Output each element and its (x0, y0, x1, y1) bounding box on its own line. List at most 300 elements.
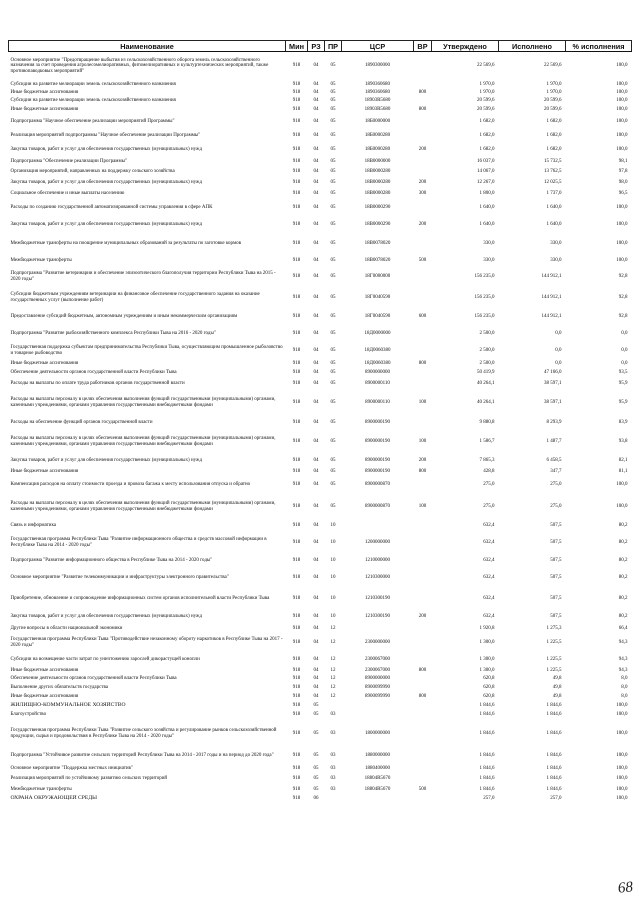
row-csr (342, 795, 414, 803)
row-min: 918 (292, 766, 301, 772)
row-pr: 03 (330, 766, 336, 772)
row-vr: 100 (418, 439, 427, 445)
row-executed: 275,0 (550, 504, 562, 510)
row-executed: 257,0 (550, 795, 562, 801)
row-vr: 800 (418, 106, 427, 112)
row-percent: 100,0 (616, 205, 628, 211)
row-pr: 05 (330, 419, 336, 425)
row-pr: 05 (330, 191, 336, 197)
table-row (9, 494, 632, 521)
row-rz: 04 (313, 257, 319, 263)
row-pr: 12 (330, 640, 336, 646)
row-approved: 275,0 (483, 482, 495, 488)
table-row (9, 255, 632, 267)
row-percent: 98,1 (618, 158, 628, 164)
row-executed: 1 844,6 (546, 712, 562, 718)
row-min: 918 (292, 419, 301, 425)
row-approved: 1 640,0 (479, 205, 495, 211)
row-vr (414, 589, 432, 610)
row-executed: 507,5 (550, 539, 562, 545)
row-min: 918 (292, 776, 301, 782)
table-row (9, 568, 632, 589)
table-row (9, 554, 632, 568)
row-rz: 05 (313, 766, 319, 772)
row-csr: 8900000000 (365, 676, 390, 682)
row-approved: 275,0 (483, 504, 495, 510)
row-executed: 507,5 (550, 613, 562, 619)
row-pr: 05 (330, 361, 336, 367)
row-min: 918 (292, 702, 301, 708)
row-csr: 2300067000 (365, 667, 390, 673)
row-rz: 05 (313, 712, 319, 718)
row-name: Организация мероприятий, направленных на поддержку сельского хозяйства (10, 169, 175, 175)
row-rz: 04 (313, 523, 319, 529)
row-csr: 18В0000280 (364, 180, 391, 186)
row-pr: 10 (330, 596, 336, 602)
row-executed: 1 844,6 (546, 731, 562, 737)
row-vr: 800 (418, 667, 427, 673)
row-min: 918 (292, 685, 301, 691)
row-pr: 05 (330, 106, 336, 112)
row-name: Иные бюджетные ассигнования (10, 667, 79, 673)
row-rz: 04 (313, 504, 319, 510)
row-rz: 04 (313, 314, 319, 320)
table-row (9, 467, 632, 477)
row-name: Подпрограмма "Обеспечение реализации Программы" (10, 158, 128, 164)
col-header-vr: ВР (414, 41, 432, 52)
row-name: Приобретение, обновление и сопровождение информационных систем органов исполнительной власти Республики Тыва (10, 596, 270, 602)
row-vr (414, 521, 432, 532)
row-min: 918 (292, 676, 301, 682)
table-row (9, 267, 632, 288)
row-min: 918 (292, 557, 301, 563)
row-rz: 04 (313, 81, 319, 87)
row-name: Подпрограмма "Развитие ветеринарии и обеспечение эпизоотического благополучия территории Республики Тыва на 2015 - 2020 годы" (10, 271, 276, 282)
table-row (9, 477, 632, 494)
row-vr: 200 (418, 222, 427, 228)
row-csr (342, 624, 414, 634)
col-header-percent: % исполнения (566, 41, 632, 52)
row-csr: 8900000870 (365, 482, 390, 488)
row-min: 918 (292, 370, 301, 376)
row-pr: 05 (330, 370, 336, 376)
row-vr (414, 129, 432, 143)
row-csr: 18Д0000000 (364, 331, 391, 337)
row-csr: 18804R5670 (364, 786, 391, 792)
row-approved: 1 920,8 (479, 625, 495, 631)
row-vr (414, 52, 432, 81)
row-percent: 92,8 (618, 274, 628, 280)
row-rz: 04 (313, 419, 319, 425)
row-vr: 500 (418, 786, 427, 792)
row-rz: 04 (313, 596, 319, 602)
row-percent: 100,0 (616, 731, 628, 737)
row-rz: 04 (313, 557, 319, 563)
row-approved: 330,0 (483, 241, 495, 247)
row-percent: 100,0 (616, 776, 628, 782)
row-executed: 1 225,5 (546, 667, 562, 673)
row-executed: 1 225,5 (546, 656, 562, 662)
row-rz: 04 (313, 539, 319, 545)
row-csr: 1210000000 (365, 557, 390, 563)
row-executed: 0,0 (555, 361, 562, 367)
table-row (9, 234, 632, 255)
row-name: Подпрограмма "Устойчивое развитие сельских территорий Республики Тыва на 2014 - 2017 годы и на период до 2020 года" (10, 753, 274, 759)
row-min: 918 (292, 241, 301, 247)
row-approved: 632,4 (483, 557, 495, 563)
row-pr: 12 (330, 685, 336, 691)
row-percent: 97,8 (618, 169, 628, 175)
row-vr (414, 675, 432, 684)
row-vr: 100 (418, 400, 427, 406)
row-rz: 04 (313, 694, 319, 700)
row-executed: 13 762,5 (544, 169, 562, 175)
table-row (9, 178, 632, 189)
row-percent: 100,0 (616, 241, 628, 247)
table-row (9, 774, 632, 785)
table-row (9, 748, 632, 765)
row-min: 918 (292, 523, 301, 529)
row-executed: 15 732,5 (544, 158, 562, 164)
row-rz: 04 (313, 380, 319, 386)
row-percent: 100,0 (616, 702, 628, 708)
row-executed: 20 599,6 (544, 97, 562, 103)
row-approved: 632,4 (483, 613, 495, 619)
row-percent: 93,8 (618, 439, 628, 445)
row-percent: 100,0 (616, 222, 628, 228)
row-executed: 1 844,6 (546, 786, 562, 792)
row-name: Другие вопросы в области национальной экономики (10, 625, 123, 631)
row-min: 918 (292, 712, 301, 718)
row-name: Компенсация расходов на оплату стоимости проезда и провоза багажа к месту использования отпуска и обратно (10, 482, 251, 488)
table-row (9, 684, 632, 693)
table-row (9, 143, 632, 157)
row-approved: 632,4 (483, 523, 495, 529)
row-rz: 06 (313, 795, 319, 801)
row-vr (414, 167, 432, 178)
row-csr: 18Б0000280 (364, 146, 391, 152)
row-approved: 620,8 (483, 676, 495, 682)
row-csr: 18Б0000280 (364, 132, 391, 138)
row-pr: 05 (330, 400, 336, 406)
row-pr: 05 (330, 482, 336, 488)
row-rz: 04 (313, 331, 319, 337)
row-executed: 1 970,0 (546, 81, 562, 87)
row-rz: 04 (313, 468, 319, 474)
table-row (9, 288, 632, 309)
row-pr: 12 (330, 694, 336, 700)
row-pr: 05 (330, 331, 336, 337)
table-row (9, 200, 632, 217)
row-name: Основное мероприятие "Развитие телекоммуникации и инфраструктуры электронного правительства" (10, 575, 229, 581)
row-min: 918 (292, 191, 301, 197)
row-name: Закупка товаров, работ и услуг для обеспечения государственных (муниципальных) нужд (10, 613, 203, 619)
row-csr: 18В0000000 (364, 158, 391, 164)
row-pr: 03 (330, 731, 336, 737)
row-percent: 100,0 (616, 795, 628, 801)
row-approved: 156 235,0 (474, 314, 495, 320)
row-percent: 100,0 (616, 97, 628, 103)
table-row (9, 675, 632, 684)
row-percent: 8,0 (621, 694, 628, 700)
row-name: Связь и информатика (10, 523, 57, 529)
row-csr: 18В0000290 (364, 205, 391, 211)
row-rz: 04 (313, 241, 319, 247)
row-executed: 12 025,5 (544, 180, 562, 186)
table-row (9, 390, 632, 417)
row-approved: 428,8 (483, 468, 495, 474)
row-percent: 100,0 (616, 89, 628, 95)
row-vr (414, 234, 432, 255)
row-executed: 0,0 (555, 348, 562, 354)
row-percent: 100,0 (616, 786, 628, 792)
row-name: Расходы на выплаты персоналу в целях обеспечения выполнения функций государственными (муниципальными) органами, казенными учреждениями, органами управления государственными внебюджетными фондами (10, 436, 276, 447)
table-row (9, 157, 632, 167)
row-pr: 12 (330, 625, 336, 631)
row-vr (414, 634, 432, 653)
row-pr: 12 (330, 676, 336, 682)
row-name: Субсидии на развитие мелиорации земель сельскохозяйственного назначения (10, 81, 176, 87)
row-csr: 18903R5680 (364, 97, 391, 103)
table-row (9, 167, 632, 178)
row-min: 918 (292, 81, 301, 87)
row-vr: 100 (418, 504, 427, 510)
row-approved: 2 500,0 (479, 361, 495, 367)
row-rz: 04 (313, 106, 319, 112)
row-csr: 8900000190 (365, 458, 390, 464)
row-approved: 16 037,0 (477, 158, 495, 164)
row-min: 918 (292, 482, 301, 488)
row-min: 918 (292, 180, 301, 186)
row-percent: 93,5 (618, 370, 628, 376)
table-row (9, 624, 632, 634)
row-name: Государственная программа Республики Тыва "Развитие сельского хозяйства и регулирование рынков сельскохозяйственной продукции, сырья и продовольствия в Республике Тыва на 2014 - 2020 годы" (10, 728, 277, 739)
row-csr: 8900000110 (365, 400, 390, 406)
row-rz: 04 (313, 400, 319, 406)
row-name: Государственная программа Республики Тыва "Развитие информационного общества и средств массовой информации в Республике Тыва на 2014 - 2020 годы" (10, 536, 267, 548)
row-name: Расходы на выплаты персоналу в целях обеспечения выполнения функций государственными (муниципальными) органами, казенными учреждениями, органами управления государственными внебюджетными фондами (10, 501, 276, 512)
row-pr: 05 (330, 118, 336, 124)
row-name: Закупка товаров, работ и услуг для обеспечения государственных (муниципальных) нужд (10, 222, 203, 228)
row-vr: 800 (418, 694, 427, 700)
row-approved: 1 844,6 (479, 702, 495, 708)
row-min: 918 (292, 361, 301, 367)
row-csr: 1890360680 (365, 89, 390, 95)
row-vr: 800 (418, 361, 427, 367)
row-name: Благоустройство (10, 712, 47, 718)
table-row (9, 634, 632, 653)
row-percent: 80,2 (618, 523, 628, 529)
row-name: Иные бюджетные ассигнования (10, 468, 79, 474)
row-vr (414, 765, 432, 774)
table-row (9, 532, 632, 554)
row-csr: 1200000000 (365, 539, 390, 545)
row-approved: 12 267,0 (477, 180, 495, 186)
row-executed: 49,8 (552, 676, 562, 682)
row-vr (414, 721, 432, 748)
table-row (9, 369, 632, 378)
table-row (9, 721, 632, 748)
row-name: Подпрограмма "Научное обеспечение реализации мероприятий Программы" (10, 118, 175, 124)
row-executed: 6 458,5 (546, 458, 562, 464)
row-name: Закупка товаров, работ и услуг для обеспечения государственных (муниципальных) нужд (10, 458, 203, 464)
row-min: 918 (292, 458, 301, 464)
row-name: Реализация мероприятий подпрограммы "Научное обеспечение реализации Программы" (10, 132, 201, 138)
row-pr: 05 (330, 132, 336, 138)
row-approved: 1 300,0 (479, 656, 495, 662)
row-vr: 800 (418, 89, 427, 95)
row-min: 918 (292, 656, 301, 662)
row-min: 918 (292, 625, 301, 631)
row-percent: 0,0 (621, 361, 628, 367)
row-rz: 04 (313, 274, 319, 280)
row-percent: 80,2 (618, 575, 628, 581)
row-executed: 47 166,0 (544, 370, 562, 376)
table-body (9, 52, 632, 803)
table-row (9, 653, 632, 667)
row-executed: 144 912,1 (541, 295, 562, 301)
table-row (9, 417, 632, 429)
row-csr: 2300067000 (365, 656, 390, 662)
row-name: Субсидии бюджетным учреждениям ветеринарии на финансовое обеспечение государственного задания на оказание государственных услуг (выполнение работ) (10, 292, 260, 303)
row-percent: 100,0 (616, 504, 628, 510)
row-approved: 1 640,0 (479, 222, 495, 228)
row-name: Расходы на выплаты персоналу в целях обеспечения выполнения функций государственными (муниципальными) органами, казенными учреждениями, органами управления государственными внебюджетными фондами (10, 397, 276, 408)
row-csr: 8900000190 (365, 419, 390, 425)
row-percent: 0,0 (621, 348, 628, 354)
row-vr (414, 477, 432, 494)
table-row (9, 693, 632, 702)
row-rz: 04 (313, 348, 319, 354)
table-row (9, 189, 632, 200)
row-name: ЖИЛИЩНО-КОММУНАЛЬНОЕ ХОЗЯЙСТВО (10, 701, 126, 708)
col-header-min: Мин (286, 41, 308, 52)
row-csr: 2300000000 (365, 640, 390, 646)
table-row (9, 667, 632, 675)
row-csr: 8900000190 (365, 468, 390, 474)
row-rz: 05 (313, 753, 319, 759)
row-pr: 05 (330, 158, 336, 164)
row-approved: 1 682,0 (479, 132, 495, 138)
row-percent: 100,0 (616, 132, 628, 138)
row-executed: 1 275,3 (546, 625, 562, 631)
row-pr: 05 (330, 241, 336, 247)
row-approved: 1 844,6 (479, 776, 495, 782)
row-rz: 05 (313, 731, 319, 737)
row-rz: 04 (313, 640, 319, 646)
row-approved: 22 569,6 (477, 63, 495, 69)
row-executed: 0,0 (555, 331, 562, 337)
row-percent: 100,0 (616, 146, 628, 152)
row-approved: 1 682,0 (479, 146, 495, 152)
table-row (9, 89, 632, 97)
row-vr (414, 288, 432, 309)
row-percent: 81,1 (618, 468, 628, 474)
table-row (9, 589, 632, 610)
row-pr: 12 (330, 656, 336, 662)
row-executed: 1 970,0 (546, 89, 562, 95)
row-csr: 18903R5680 (364, 106, 391, 112)
table-row (9, 795, 632, 803)
row-vr (414, 417, 432, 429)
col-header-name: Наименование (9, 41, 286, 52)
row-pr: 10 (330, 539, 336, 545)
row-percent: 100,0 (616, 712, 628, 718)
row-rz: 04 (313, 146, 319, 152)
row-executed: 1 640,0 (546, 222, 562, 228)
row-csr: 18Д0060380 (364, 348, 391, 354)
row-vr (414, 115, 432, 129)
row-executed: 347,7 (550, 468, 562, 474)
row-executed: 1 225,5 (546, 640, 562, 646)
row-percent: 100,0 (616, 63, 628, 69)
row-approved: 156 235,0 (474, 295, 495, 301)
row-min: 918 (292, 132, 301, 138)
row-pr: 05 (330, 380, 336, 386)
row-approved: 1 300,0 (479, 667, 495, 673)
row-executed: 1 737,0 (546, 191, 562, 197)
row-percent: 80,2 (618, 596, 628, 602)
row-min: 918 (292, 118, 301, 124)
row-min: 918 (292, 640, 301, 646)
row-rz: 04 (313, 180, 319, 186)
table-row (9, 105, 632, 115)
row-approved: 156 235,0 (474, 274, 495, 280)
row-pr: 03 (330, 712, 336, 718)
row-percent: 100,0 (616, 257, 628, 263)
row-rz: 04 (313, 63, 319, 69)
row-percent: 100,0 (616, 118, 628, 124)
row-percent: 96,5 (618, 191, 628, 197)
row-approved: 620,8 (483, 694, 495, 700)
row-csr: 1880000000 (365, 753, 390, 759)
row-pr: 05 (330, 205, 336, 211)
row-executed: 330,0 (550, 257, 562, 263)
row-approved: 9 880,8 (479, 419, 495, 425)
table-row (9, 309, 632, 326)
row-rz: 04 (313, 370, 319, 376)
row-min: 918 (292, 205, 301, 211)
row-min: 918 (292, 786, 301, 792)
row-vr (414, 326, 432, 343)
row-min: 918 (292, 596, 301, 602)
row-min: 918 (292, 274, 301, 280)
row-executed: 1 844,6 (546, 766, 562, 772)
row-csr: 18В0078020 (364, 241, 391, 247)
row-name: Закупка товаров, работ и услуг для обеспечения государственных (муниципальных) нужд (10, 146, 203, 152)
row-rz: 04 (313, 676, 319, 682)
row-name: Иные бюджетные ассигнования (10, 89, 79, 95)
row-approved: 1 844,6 (479, 753, 495, 759)
row-approved: 1 300,0 (479, 640, 495, 646)
row-percent: 92,8 (618, 314, 628, 320)
row-executed: 507,5 (550, 575, 562, 581)
row-approved: 632,4 (483, 596, 495, 602)
table-row (9, 97, 632, 105)
row-name: Расходы по созданию государственной автоматизированной системы управления в сфере АПК (10, 205, 213, 211)
row-vr (414, 684, 432, 693)
row-executed: 1 640,0 (546, 205, 562, 211)
row-pr: 10 (330, 523, 336, 529)
row-rz: 04 (313, 97, 319, 103)
row-rz: 04 (313, 89, 319, 95)
row-approved: 1 844,6 (479, 712, 495, 718)
row-percent: 100,0 (616, 753, 628, 759)
row-min: 918 (292, 795, 301, 801)
row-percent: 92,8 (618, 295, 628, 301)
row-executed: 1 682,0 (546, 118, 562, 124)
row-min: 918 (292, 667, 301, 673)
